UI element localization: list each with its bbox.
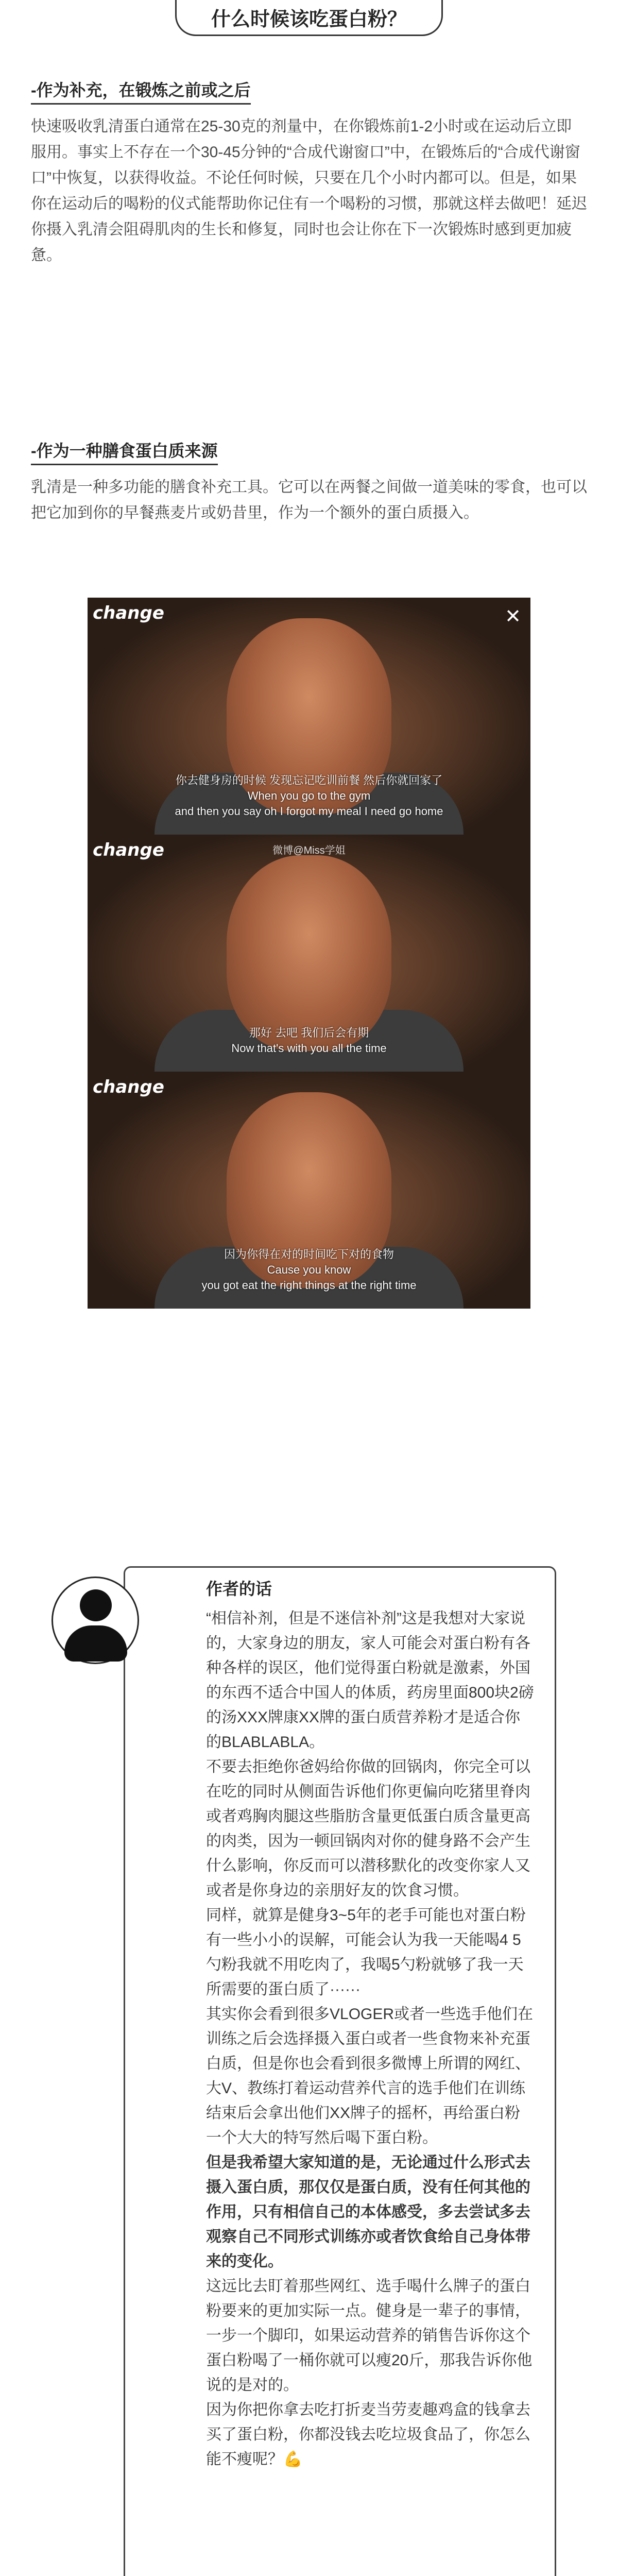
author-paragraph: “相信补剂，但是不迷信补剂”这是我想对大家说的，大家身边的朋友，家人可能会对蛋白粉有各种各样的误区，他们觉得蛋白粉就是激素，外国的东西不适合中国人的体质，药房里面800块2磅的汤XXX牌康XX牌的蛋白质营养粉才是适合你的BLABLABLA。: [206, 1610, 534, 1751]
section-heading: -作为补充，在锻炼之前或之后: [31, 77, 251, 105]
author-note: [206, 1577, 536, 2472]
author-paragraph: 不要去拒绝你爸妈给你做的回锅肉，你完全可以在吃的同时从侧面告诉他们你更偏向吃猪里脊肉或者鸡胸肉腿这些脂肪含量更低蛋白质含量更高的肉类，因为一顿回锅肉对你的健身路不会产生什么影响，你反而可以潜移默化的改变你家人又或者是你身边的亲朋好友的饮食习惯。: [206, 1758, 530, 1899]
change-logo: change: [93, 840, 164, 860]
section-paragraph: 快速吸收乳清蛋白通常在25-30克的剂量中，在你锻炼前1-2小时或在运动后立即服用。事实上不存在一个30-45分钟的“合成代谢窗口”中，在锻炼后的“合成代谢窗口”中恢复，以获得收益。不论任何时候，只要在几个小时内都可以。但是，如果你在运动后的喝粉的仪式能帮助你记住有一个喝粉的习惯，那就这样去做吧！延迟你摄入乳清会阻碍肌肉的生长和修复，同时也会让你在下一次锻炼时感到更加疲惫。: [31, 118, 587, 264]
article-title: 什么时候该吃蛋白粉？: [175, 0, 443, 36]
section-paragraph: 乳清是一种多功能的膳食补充工具。它可以在两餐之间做一道美味的零食，也可以把它加到你的早餐燕麦片或奶昔里，作为一个额外的蛋白质摄入。: [31, 479, 587, 521]
avatar: [52, 1577, 139, 1664]
section-supplement: [31, 77, 587, 268]
author-paragraph: 其实你会看到很多VLOGER或者一些选手他们在训练之后会选择摄入蛋白或者一些食物来补充蛋白质，但是你也会看到很多微博上所谓的网红、大V、教练打着运动营养代言的选手他们在训练结束后会拿出他们XX牌子的摇杯，再给蛋白粉一个大大的特写然后喝下蛋白粉。: [206, 2006, 534, 2146]
video-frame: [88, 1072, 530, 1309]
author-paragraph: 同样，就算是健身3~5年的老手可能也对蛋白粉有一些小小的误解，可能会认为我一天能喝4 5勺粉我就不用吃肉了，我喝5勺粉就够了我一天所需要的蛋白质了······: [206, 1907, 526, 1998]
subtitle: 那好 去吧 我们后会有期 Now that's with you all the time: [231, 1026, 387, 1055]
subtitle: 因为你得在对的时间吃下对的食物 Cause you know you got eat the right things at the right time: [201, 1248, 417, 1292]
author-note-title: 作者的话: [206, 1580, 272, 1598]
video-frame: [88, 598, 530, 835]
author-paragraph: 这远比去盯着那些网红、选手喝什么牌子的蛋白粉要来的更加实际一点。健身是一辈子的事情，一步一个脚印，如果运动营养的销售告诉你这个蛋白粉喝了一桶你就可以瘦20斤，那我告诉你他说的是对的。: [206, 2278, 533, 2394]
author-paragraph: 因为你把你拿去吃打折麦当劳麦趣鸡盒的钱拿去买了蛋白粉，你都没钱去吃垃圾食品了，你怎么能不瘦呢？💪: [206, 2401, 530, 2468]
section-protein-source: [31, 438, 587, 526]
section-heading: -作为一种膳食蛋白质来源: [31, 438, 218, 465]
author-paragraph-bold: 但是我希望大家知道的是，无论通过什么形式去摄入蛋白质，那仅仅是蛋白质，没有任何其他的作用，只有相信自己的本体感受，多去尝试多去观察自己不同形式训练亦或者饮食给自己身体带来的变化。: [206, 2154, 530, 2270]
change-logo: change: [93, 1077, 164, 1097]
video-frame: [88, 835, 530, 1072]
subtitle: 你去健身房的时候 发现忘记吃训前餐 然后你就回家了 When you go to the gym and then you say oh I forgot my meal I need go home: [175, 774, 443, 818]
close-icon[interactable]: ✕: [505, 606, 521, 628]
video-gif[interactable]: [88, 598, 530, 1309]
change-logo: change: [93, 603, 164, 623]
weibo-watermark: 微博@Miss学姐: [272, 845, 346, 856]
